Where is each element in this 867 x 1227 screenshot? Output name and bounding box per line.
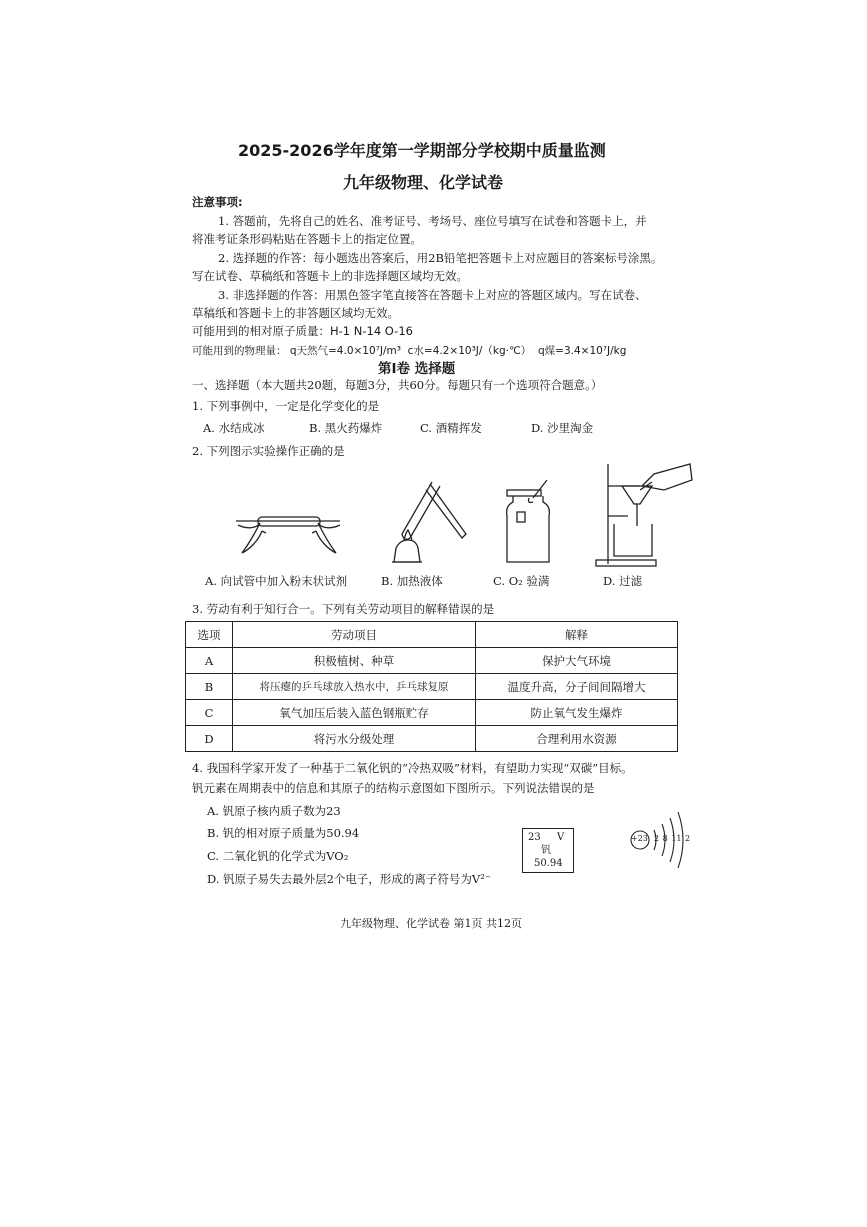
row-explain: 防止氧气发生爆炸 <box>476 700 678 726</box>
q2-option-b: B. 加热液体 <box>381 574 443 588</box>
row-option: C <box>186 700 233 726</box>
table-row <box>186 726 678 752</box>
atom-shells-label: 2 8 11 2 <box>654 834 691 843</box>
notice-item-3: 3. 非选择题的作答：用黑色签字笔直接答在答题卡上对应的答题区域内。写在试卷、 <box>218 288 647 302</box>
atom-nucleus-label: +23 <box>631 834 648 843</box>
row-labor: 积极植树、种草 <box>233 648 476 674</box>
q2-option-a: A. 向试管中加入粉末状试剂 <box>205 574 348 588</box>
element-symbol: V <box>557 832 565 843</box>
q-coal: q煤=3.4×10⁷J/kg <box>537 345 627 357</box>
table-row <box>186 674 678 700</box>
row-explain: 温度升高，分子间间隔增大 <box>476 674 678 700</box>
q1-option-b: B. 黑火药爆炸 <box>309 421 383 435</box>
table-row <box>186 648 678 674</box>
header-option: 选项 <box>186 622 233 648</box>
row-labor: 将污水分级处理 <box>233 726 476 752</box>
section-instruction: 一、选择题（本大题共20题，每题3分，共60分。每题只有一个选项符合题意。） <box>192 378 603 392</box>
atomic-number: 23 <box>528 832 541 843</box>
vanadium-element-cell <box>522 828 574 873</box>
q4-option-b: B. 钒的相对原子质量为50.94 <box>207 826 360 840</box>
q3-table <box>185 621 678 752</box>
row-option: B <box>186 674 233 700</box>
table-row <box>186 700 678 726</box>
exam-title: 2025-2026学年度第一学期部分学校期中质量监测 <box>238 141 606 160</box>
q4-option-d: D. 钒原子易失去最外层2个电子，形成的离子符号为V²⁻ <box>207 872 491 886</box>
notice-item-2-cont: 写在试卷、草稿纸和答题卡上的非选择题区域均无效。 <box>192 269 468 283</box>
header-labor: 劳动项目 <box>233 622 476 648</box>
figure-o2-check <box>505 478 557 568</box>
q2-option-d: D. 过滤 <box>603 574 643 588</box>
notice-item-2: 2. 选择题的作答：每小题选出答案后，用2B铅笔把答题卡上对应题目的答案标号涂黑。 <box>218 251 663 265</box>
q-natural-gas: q天然气=4.0×10⁷J/m³ <box>289 345 401 357</box>
section-title: 第Ⅰ卷 选择题 <box>378 361 456 377</box>
q2-option-c: C. O₂ 验满 <box>493 574 550 588</box>
exam-subtitle: 九年级物理、化学试卷 <box>343 173 504 192</box>
q3-stem: 3. 劳动有利于知行合一。下列有关劳动项目的解释错误的是 <box>192 602 495 616</box>
atomic-mass: 50.94 <box>534 858 563 869</box>
row-labor: 将压瘪的乒乓球放入热水中，乒乓球复原 <box>233 674 476 700</box>
row-option: A <box>186 648 233 674</box>
q4-stem-2: 钒元素在周期表中的信息和其原子的结构示意图如下图所示。下列说法错误的是 <box>192 781 595 795</box>
q1-option-d: D. 沙里淘金 <box>531 421 594 435</box>
q1-option-a: A. 水结成冰 <box>203 421 265 435</box>
row-explain: 合理利用水资源 <box>476 726 678 752</box>
c-water: c水=4.2×10³J/（kg·℃） <box>407 345 532 357</box>
q2-stem: 2. 下列图示实验操作正确的是 <box>192 444 345 458</box>
element-name: 钒 <box>541 845 551 856</box>
atomic-masses: 可能用到的相对原子质量：H-1 N-14 O-16 <box>192 324 413 338</box>
figure-filtration <box>594 460 696 568</box>
notice-item-1: 1. 答题前，先将自己的姓名、准考证号、考场号、座位号填写在试卷和答题卡上，并 <box>218 214 647 228</box>
page-footer: 九年级物理、化学试卷 第1页 共12页 <box>340 917 522 930</box>
row-labor: 氧气加压后装入蓝色钢瓶贮存 <box>233 700 476 726</box>
figure-add-powder <box>228 505 350 565</box>
q1-option-c: C. 酒精挥发 <box>420 421 482 435</box>
row-option: D <box>186 726 233 752</box>
q4-option-c: C. 二氧化钒的化学式为VO₂ <box>207 849 349 863</box>
q4-stem-1: 4. 我国科学家开发了一种基于二氧化钒的“冷热双吸”材料，有望助力实现“双碳”目标。 <box>192 761 633 775</box>
figure-heat-liquid <box>380 474 472 566</box>
q1-stem: 1. 下列事例中，一定是化学变化的是 <box>192 399 380 413</box>
row-explain: 保护大气环境 <box>476 648 678 674</box>
physics-constants <box>192 343 626 358</box>
q4-option-a: A. 钒原子核内质子数为23 <box>207 804 341 818</box>
notice-item-3-cont: 草稿纸和答题卡上的非答题区域均无效。 <box>192 306 399 320</box>
notice-heading: 注意事项: <box>192 195 243 209</box>
notice-item-1-cont: 将准考证条形码粘贴在答题卡上的指定位置。 <box>192 232 422 246</box>
header-explain: 解释 <box>476 622 678 648</box>
table-header-row <box>186 622 678 648</box>
physics-prefix: 可能用到的物理量： <box>192 345 287 357</box>
